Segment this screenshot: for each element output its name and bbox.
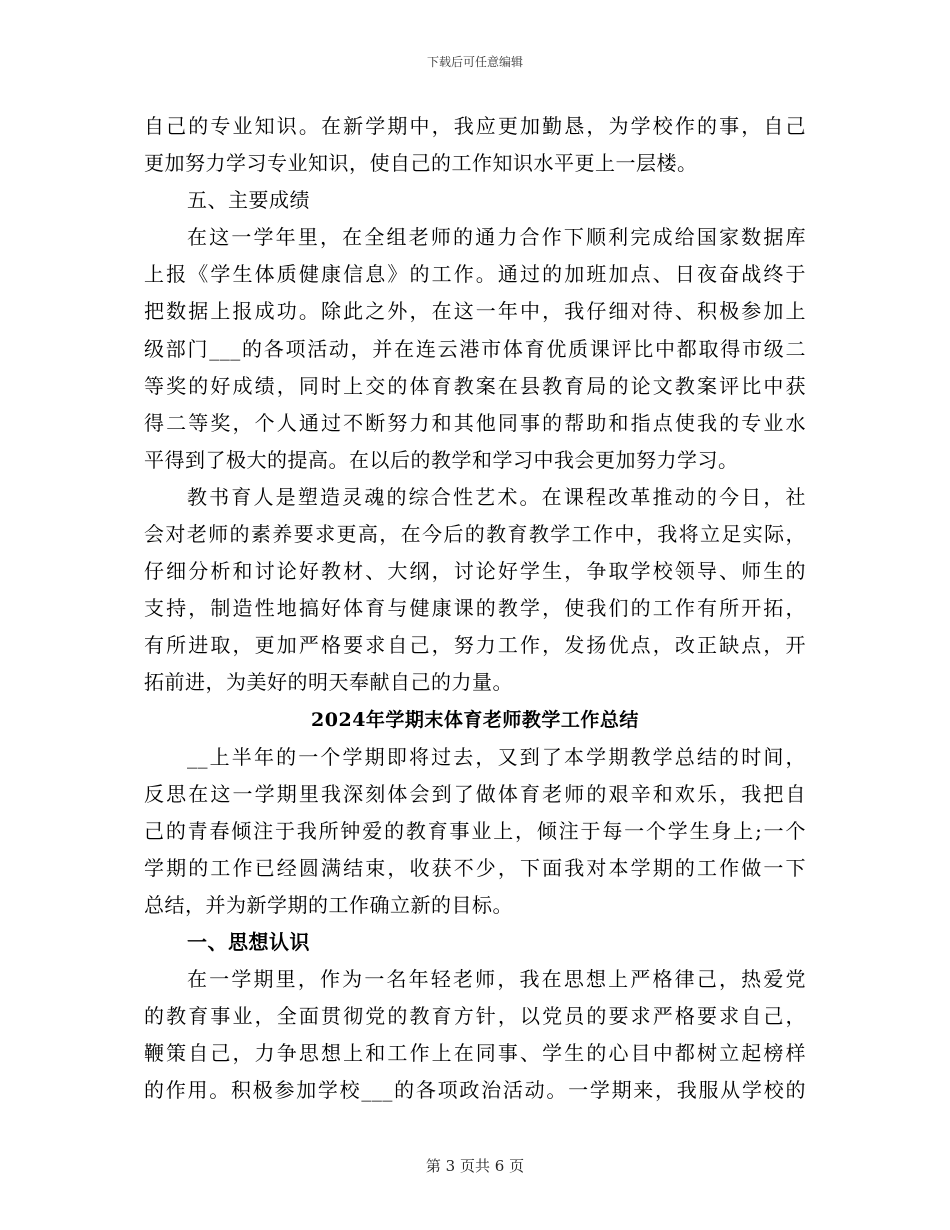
paragraph-line: 在这一学年里，在全组老师的通力合作下顺利完成给国家数据库 bbox=[187, 225, 806, 250]
paragraph-line: 有所进取，更加严格要求自己，努力工作，发扬优点，改正缺点，开 bbox=[144, 633, 806, 658]
paragraph-line: 更加努力学习专业知识，使自己的工作知识水平更上一层楼。 bbox=[144, 151, 698, 176]
paragraph-line: 支持，制造性地搞好体育与健康课的教学，使我们的工作有所开拓， bbox=[144, 596, 806, 621]
page-number: 第 3 页共 6 页 bbox=[425, 1157, 525, 1175]
paragraph-line: 鞭策自己，力争思想上和工作上在同事、学生的心目中都树立起榜样 bbox=[144, 1041, 806, 1066]
document-body bbox=[144, 108, 806, 1110]
paragraph-line: 等奖的好成绩，同时上交的体育教案在县教育局的论文教案评比中获 bbox=[144, 373, 806, 398]
paragraph-line: 拓前进，为美好的明天奉献自己的力量。 bbox=[144, 670, 513, 695]
paragraph-line: 得二等奖，个人通过不断努力和其他同事的帮助和指点使我的专业水 bbox=[144, 410, 806, 435]
paragraph-line: 把数据上报成功。除此之外，在这一年中，我仔细对待、积极参加上 bbox=[144, 299, 806, 324]
paragraph-line: 会对老师的素养要求更高，在今后的教育教学工作中，我将立足实际， bbox=[144, 522, 806, 547]
paragraph-line: 的教育事业，全面贯彻党的教育方针，以党员的要求严格要求自己， bbox=[144, 1004, 806, 1029]
page-header-note: 下载后可任意编辑 bbox=[426, 55, 523, 69]
section-title: 一、思想认识 bbox=[187, 930, 310, 955]
paragraph-line: 在一学期里，作为一名年轻老师，我在思想上严格律己，热爱党 bbox=[187, 967, 806, 992]
paragraph-line: 反思在这一学期里我深刻体会到了做体育老师的艰辛和欢乐，我把自 bbox=[144, 781, 806, 806]
paragraph-line: 平得到了极大的提高。在以后的教学和学习中我会更加努力学习。 bbox=[144, 447, 739, 472]
paragraph-line: __上半年的一个学期即将过去，又到了本学期教学总结的时间， bbox=[187, 744, 806, 769]
section-title: 五、主要成绩 bbox=[187, 188, 310, 213]
paragraph-line: 级部门___的各项活动，并在连云港市体育优质课评比中都取得市级二 bbox=[144, 336, 806, 361]
paragraph-line: 己的青春倾注于我所钟爱的教育事业上，倾注于每一个学生身上;一个 bbox=[144, 818, 806, 843]
paragraph-line: 上报《学生体质健康信息》的工作。通过的加班加点、日夜奋战终于 bbox=[144, 262, 806, 287]
paragraph-line: 学期的工作已经圆满结束，收获不少，下面我对本学期的工作做一下 bbox=[144, 855, 806, 880]
paragraph-line: 仔细分析和讨论好教材、大纲，讨论好学生，争取学校领导、师生的 bbox=[144, 559, 806, 584]
paragraph-line: 自己的专业知识。在新学期中，我应更加勤恳，为学校作的事，自己 bbox=[144, 114, 806, 138]
paragraph-line: 教书育人是塑造灵魂的综合性艺术。在课程改革推动的今日，社 bbox=[187, 484, 806, 509]
document-title: 2024年学期末体育老师教学工作总结 bbox=[311, 708, 639, 731]
paragraph-line: 的作用。积极参加学校___的各项政治活动。一学期来，我服从学校的 bbox=[144, 1078, 806, 1103]
paragraph-line: 总结，并为新学期的工作确立新的目标。 bbox=[144, 892, 513, 917]
